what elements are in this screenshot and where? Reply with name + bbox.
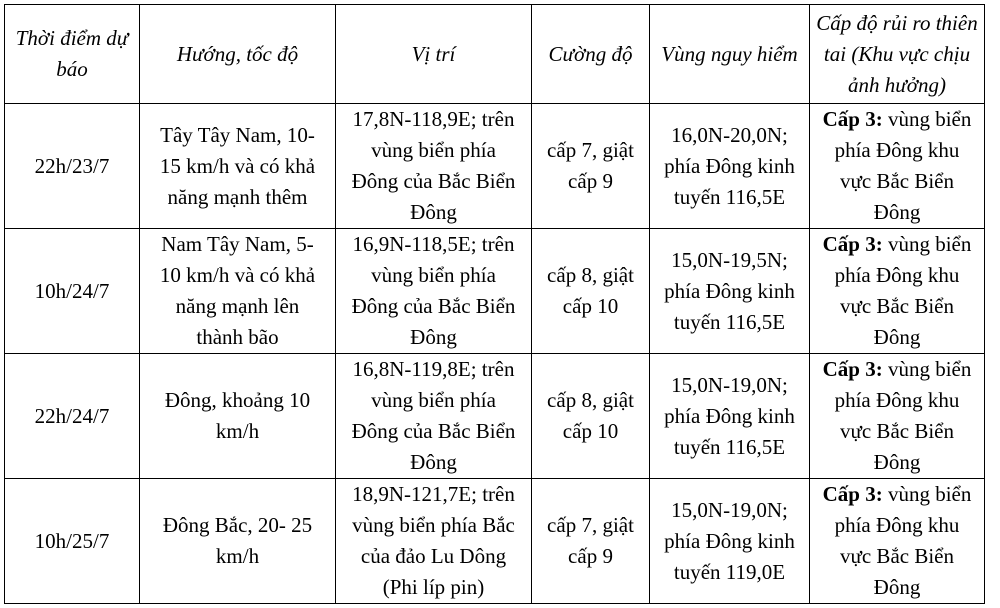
forecast-table — [4, 4, 985, 604]
cell-risk — [810, 479, 985, 604]
header-time: Thời điểm dự báo — [5, 5, 140, 104]
risk-area-text: vùng biển phía Đông khu vực Bắc Biển Đông — [834, 357, 972, 474]
cell-position: 18,9N-121,7E; trên vùng biển phía Bắc của đảo Lu Dông (Phi líp pin) — [336, 479, 532, 604]
header-intensity: Cường độ — [532, 5, 650, 104]
cell-time: 22h/24/7 — [5, 354, 140, 479]
cell-time: 10h/25/7 — [5, 479, 140, 604]
header-row — [5, 5, 985, 104]
cell-intensity: cấp 8, giật cấp 10 — [532, 229, 650, 354]
risk-area-text: vùng biển phía Đông khu vực Bắc Biển Đông — [834, 482, 972, 599]
risk-area-text: vùng biển phía Đông khu vực Bắc Biển Đông — [834, 107, 972, 224]
cell-direction: Đông Bắc, 20- 25 km/h — [140, 479, 336, 604]
cell-danger-zone: 16,0N-20,0N; phía Đông kinh tuyến 116,5E — [650, 104, 810, 229]
risk-area-text: vùng biển phía Đông khu vực Bắc Biển Đông — [834, 232, 972, 349]
cell-position: 17,8N-118,9E; trên vùng biển phía Đông của Bắc Biển Đông — [336, 104, 532, 229]
cell-position: 16,8N-119,8E; trên vùng biển phía Đông của Bắc Biển Đông — [336, 354, 532, 479]
header-danger-zone: Vùng nguy hiểm — [650, 5, 810, 104]
risk-level-label: Cấp 3: — [822, 232, 883, 256]
cell-danger-zone: 15,0N-19,0N; phía Đông kinh tuyến 116,5E — [650, 354, 810, 479]
table-row — [5, 229, 985, 354]
cell-intensity: cấp 7, giật cấp 9 — [532, 479, 650, 604]
risk-level-label: Cấp 3: — [822, 357, 883, 381]
risk-level-label: Cấp 3: — [822, 107, 883, 131]
table-row — [5, 104, 985, 229]
header-direction: Hướng, tốc độ — [140, 5, 336, 104]
cell-danger-zone: 15,0N-19,0N; phía Đông kinh tuyến 119,0E — [650, 479, 810, 604]
cell-danger-zone: 15,0N-19,5N; phía Đông kinh tuyến 116,5E — [650, 229, 810, 354]
header-risk-level: Cấp độ rủi ro thiên tai (Khu vực chịu ảnh hưởng) — [810, 5, 985, 104]
table-row — [5, 479, 985, 604]
cell-intensity: cấp 7, giật cấp 9 — [532, 104, 650, 229]
cell-risk — [810, 354, 985, 479]
cell-direction: Đông, khoảng 10 km/h — [140, 354, 336, 479]
table-row — [5, 354, 985, 479]
cell-risk — [810, 229, 985, 354]
cell-time: 22h/23/7 — [5, 104, 140, 229]
cell-position: 16,9N-118,5E; trên vùng biển phía Đông của Bắc Biển Đông — [336, 229, 532, 354]
cell-risk — [810, 104, 985, 229]
cell-direction: Nam Tây Nam, 5- 10 km/h và có khả năng mạnh lên thành bão — [140, 229, 336, 354]
cell-intensity: cấp 8, giật cấp 10 — [532, 354, 650, 479]
cell-direction: Tây Tây Nam, 10- 15 km/h và có khả năng mạnh thêm — [140, 104, 336, 229]
header-position: Vị trí — [336, 5, 532, 104]
cell-time: 10h/24/7 — [5, 229, 140, 354]
risk-level-label: Cấp 3: — [822, 482, 883, 506]
